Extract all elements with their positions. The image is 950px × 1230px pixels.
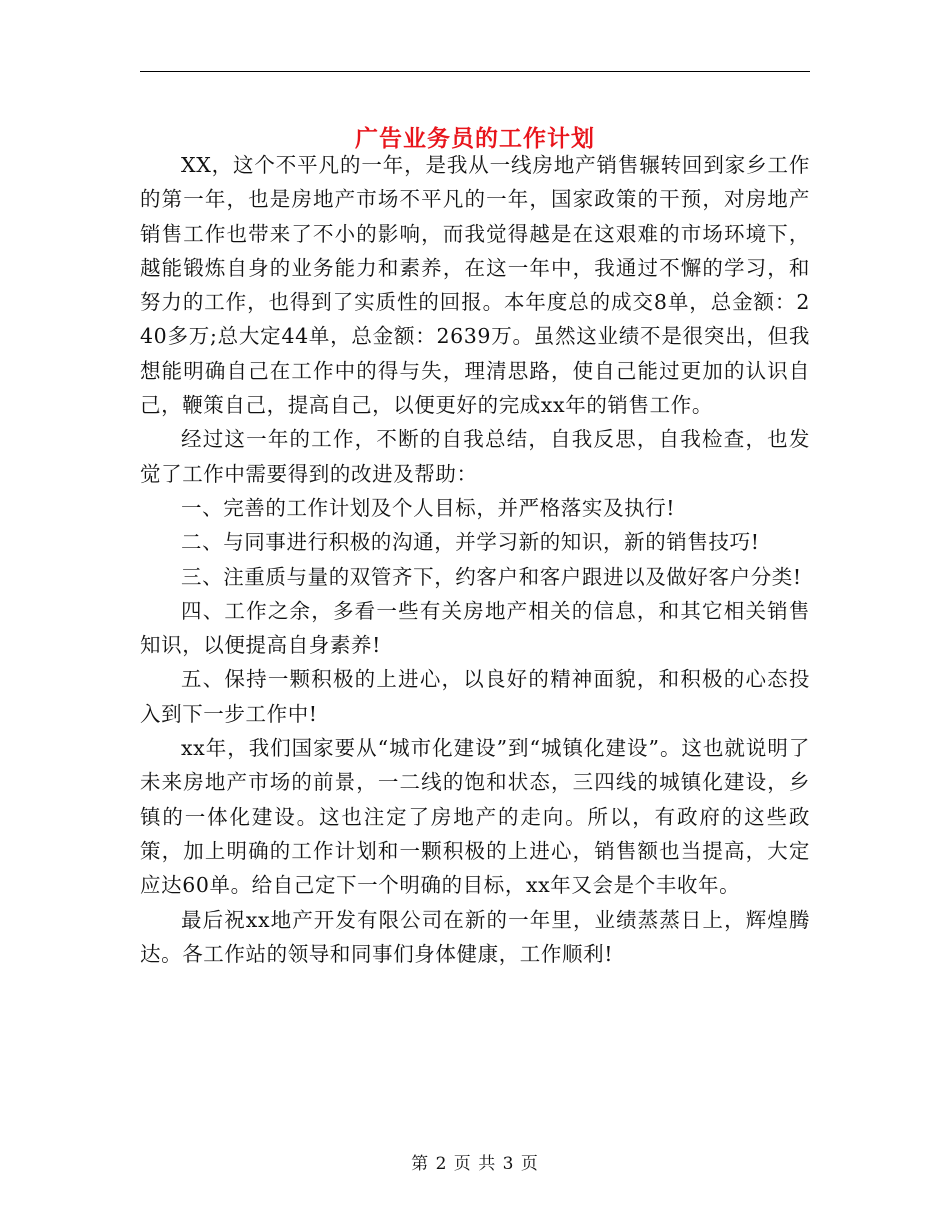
list-item-5: 五、保持一颗积极的上进心，以良好的精神面貌，和积极的心态投入到下一步工作中!	[140, 667, 810, 726]
page-number: 第 2 页 共 3 页	[411, 1154, 539, 1174]
paragraph-closing: 最后祝xx地产开发有限公司在新的一年里，业绩蒸蒸日上，辉煌腾达。各工作站的领导和同事们身体健康，工作顺利!	[140, 907, 810, 966]
paragraph-intro: XX，这个不平凡的一年，是我从一线房地产销售辗转回到家乡工作的第一年，也是房地产市场不平凡的一年，国家政策的干预，对房地产销售工作也带来了不小的影响，而我觉得越是在这艰难的市场环境下，越能锻炼自身的业务能力和素养，在这一年中，我通过不懈的学习，和努力的工作，也得到了实质性的回报。本年度总的成交8单，总金额：240多万;总大定44单，总金额：2639万。虽然这业绩不是很突出，但我想能明确自己在工作中的得与失，理清思路，使自己能过更加的认识自己，鞭策自己，提高自己，以便更好的完成xx年的销售工作。	[140, 153, 810, 418]
list-item-2: 二、与同事进行积极的沟通，并学习新的知识，新的销售技巧!	[181, 530, 760, 555]
paragraph-outlook: xx年，我们国家要从“城市化建设”到“城镇化建设”。这也就说明了未来房地产市场的前景，一二线的饱和状态，三四线的城镇化建设，乡镇的一体化建设。这也注定了房地产的走向。所以，有政府的这些政策，加上明确的工作计划和一颗积极的上进心，销售额也当提高，大定应达60单。给自己定下一个明确的目标，xx年又会是个丰收年。	[140, 736, 810, 898]
header-rule	[140, 71, 810, 72]
document-body	[140, 148, 810, 971]
document-title: 广告业务员的工作计划	[355, 126, 595, 153]
paragraph-summary: 经过这一年的工作，不断的自我总结，自我反思，自我检查，也发觉了工作中需要得到的改进及帮助：	[140, 427, 810, 486]
list-item-1: 一、完善的工作计划及个人目标，并严格落实及执行!	[181, 495, 676, 520]
list-item-3: 三、注重质与量的双管齐下，约客户和客户跟进以及做好客户分类!	[181, 564, 802, 589]
list-item-4: 四、工作之余，多看一些有关房地产相关的信息，和其它相关销售知识，以便提高自身素养!	[140, 598, 810, 658]
